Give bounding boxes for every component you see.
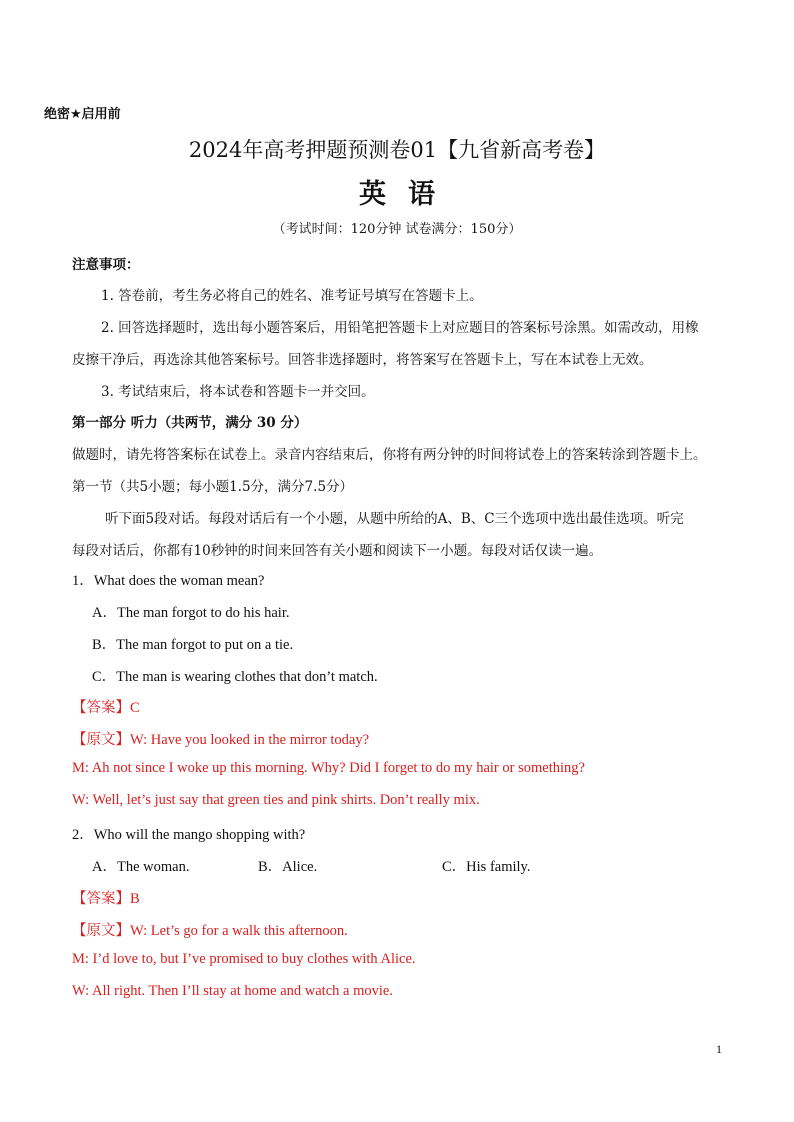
q1-script-line-3: W: Well, let’s just say that green ties and pink shirts. Don’t really mix. [72,792,480,808]
exam-time-info: （考试时间：120分钟 试卷满分：150分） [272,222,522,237]
notice-item-2-line-1: 2. 回答选择题时，选出每小题答案后，用铅笔把答题卡上对应题目的答案标号涂黑。如需改动，用橡 [101,320,699,336]
q1-option-b: B．The man forgot to put on a tie. [92,637,294,653]
q1-script-line-2: M: Ah not since I woke up this morning. Why? Did I forget to do my hair or something? [72,760,585,776]
q1-script-line-1: 【原文】W: Have you looked in the mirror today? [72,732,370,748]
page-number: 1 [716,1042,722,1056]
listening-instruction-line-1: 听下面5段对话。每段对话后有一个小题，从题中所给的A、B、C三个选项中选出最佳选项。听完 [105,511,684,527]
q1-answer: 【答案】C [72,700,140,716]
q2-script-line-1: 【原文】W: Let’s go for a walk this afternoon. [72,923,348,939]
question-1: 1．What does the woman mean? [72,573,265,589]
part1-heading: 第一部分 听力（共两节，满分 30 分） [72,415,308,431]
notice-item-2-line-2: 皮擦干净后，再选涂其他答案标号。回答非选择题时，将答案写在答题卡上，写在本试卷上无效。 [72,352,653,368]
confidential-mark: 绝密★启用前 [44,107,121,122]
q2-option-a: A．The woman. [92,859,190,875]
notice-item-1: 1. 答卷前，考生务必将自己的姓名、准考证号填写在答题卡上。 [101,288,483,304]
q1-option-a: A．The man forgot to do his hair. [92,605,290,621]
q2-script-line-2: M: I’d love to, but I’ve promised to buy clothes with Alice. [72,951,416,967]
notice-item-3: 3. 考试结束后，将本试卷和答题卡一并交回。 [101,384,375,400]
q2-answer: 【答案】B [72,891,140,907]
q2-option-b: B．Alice. [258,859,318,875]
notice-heading: 注意事项： [72,257,140,273]
section1-heading: 第一节（共5小题；每小题1.5分，满分7.5分） [72,479,354,495]
listening-instruction-line-2: 每段对话后，你都有10秒钟的时间来回答有关小题和阅读下一小题。每段对话仅读一遍。 [72,543,603,559]
q1-option-c: C．The man is wearing clothes that don’t match. [92,669,378,685]
part1-instruction: 做题时，请先将答案标在试卷上。录音内容结束后，你将有两分钟的时间将试卷上的答案转涂到答题卡上。 [72,447,707,463]
q2-script-line-3: W: All right. Then I’ll stay at home and watch a movie. [72,983,393,999]
question-2: 2．Who will the mango shopping with? [72,827,306,843]
subject-title: 英语 [359,179,457,210]
exam-title: 2024年高考押题预测卷01【九省新高考卷】 [188,138,606,162]
q2-option-c: C．His family. [442,859,531,875]
